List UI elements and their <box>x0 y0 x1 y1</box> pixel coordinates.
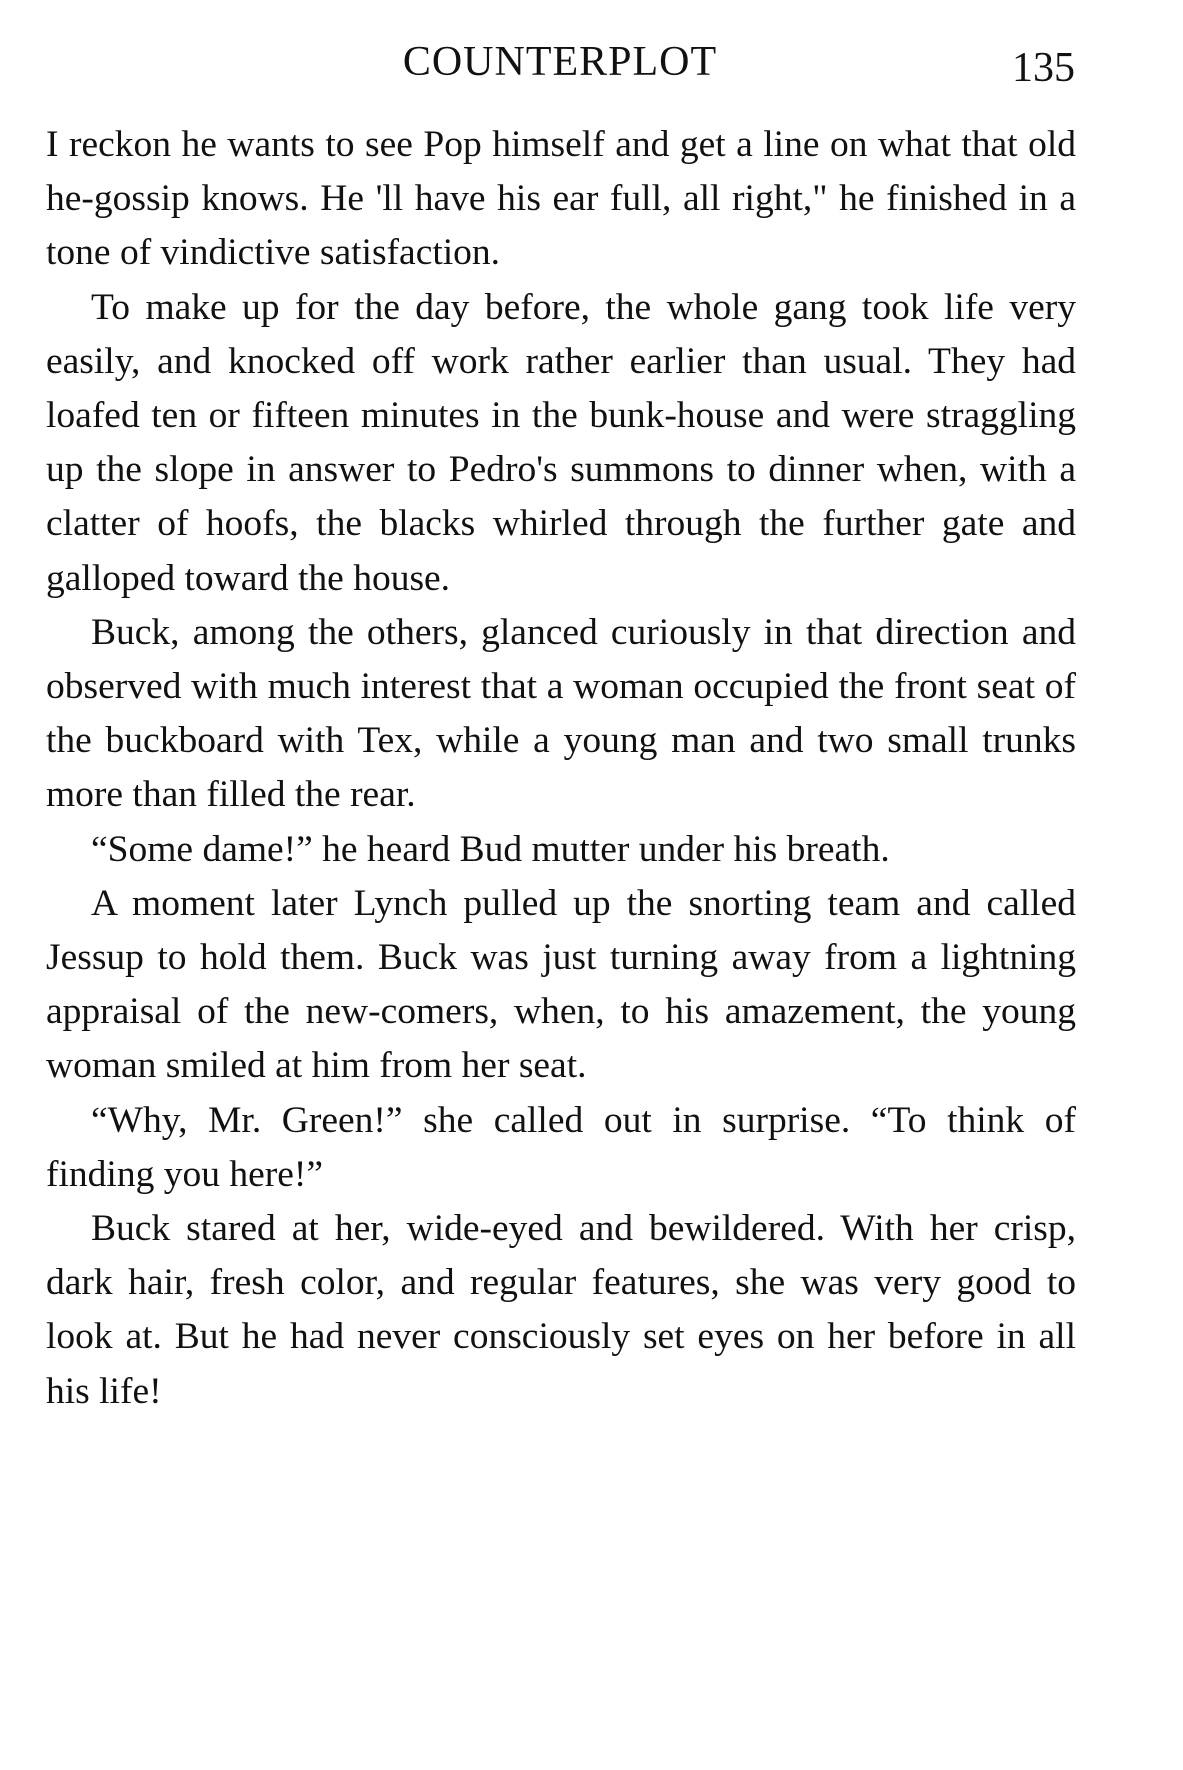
paragraph-4: “Some dame!” he heard Bud mutter under his breath. <box>91 828 890 870</box>
paragraph-2: To make up for the day before, the whole gang took life very easily, and knocked off work rather earlier than usual. They had loafed ten or fifteen minutes in the bunk-house and were straggling up the slope in answer to Pedro's summons to dinner when, with a clatter of hoofs, the blacks whirled through the further gate and galloped toward the house. <box>46 286 1076 599</box>
paragraph-1: I reckon he wants to see Pop himself and get a line on what that old he-gossip knows. He 'll have his ear full, all right," he finished in a tone of vindictive satisfaction. <box>46 124 1076 274</box>
running-header <box>45 32 1075 92</box>
body-text <box>46 118 1076 1419</box>
paragraph-5: A moment later Lynch pulled up the snorting team and called Jessup to hold them. Buck was just turning away from a lightning appraisal of the new-comers, when, to his amazement, the young woman smiled at him from her seat. <box>46 882 1076 1087</box>
paragraph-3: Buck, among the others, glanced curiously in that direction and observed with much interest that a woman occupied the front seat of the buckboard with Tex, while a young man and two small trunks more than filled the rear. <box>46 611 1076 816</box>
paragraph-7: Buck stared at her, wide-eyed and bewildered. With her crisp, dark hair, fresh color, and regular features, she was very good to look at. But he had never consciously set eyes on her before in all his life! <box>46 1208 1076 1412</box>
running-title: COUNTERPLOT <box>402 39 718 85</box>
paragraph-6: “Why, Mr. Green!” she called out in surprise. “To think of finding you here!” <box>46 1099 1076 1195</box>
page-number: 135 <box>1012 45 1075 91</box>
